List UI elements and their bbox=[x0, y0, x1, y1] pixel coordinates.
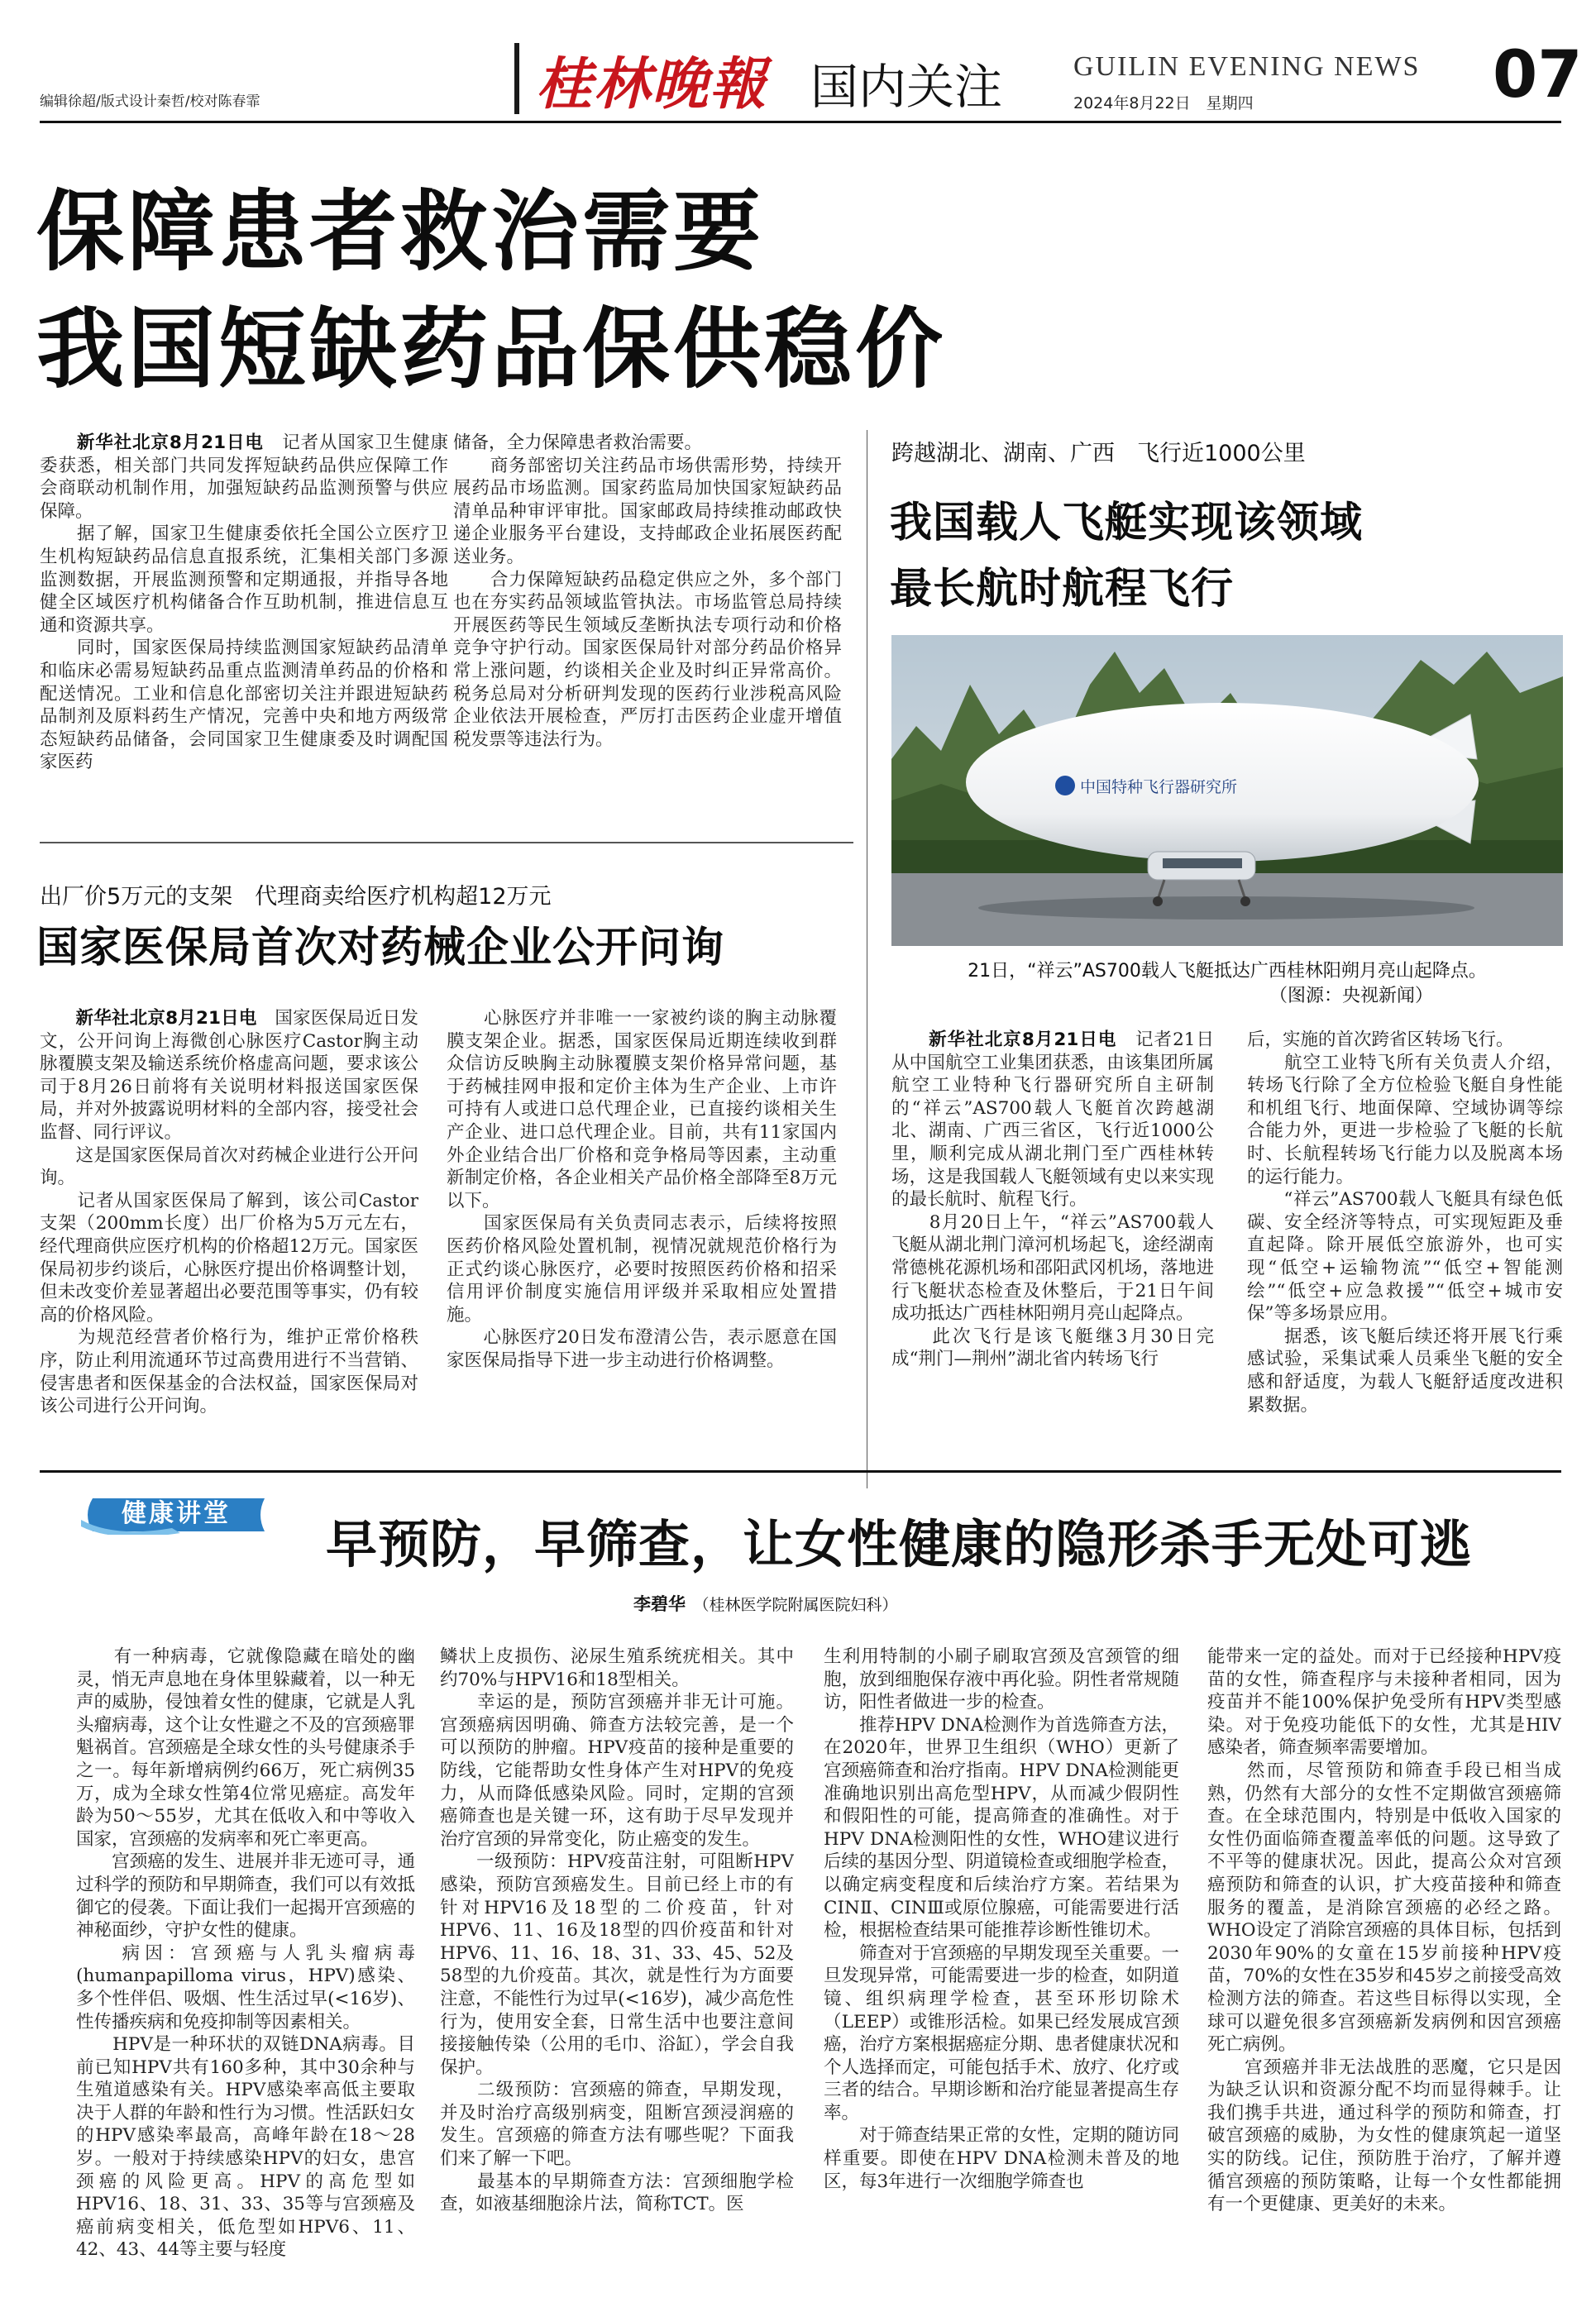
article3-title-line2: 最长航时航程飞行 bbox=[890, 565, 1235, 614]
article1-title-line2: 我国短缺药品保供稳价 bbox=[36, 299, 946, 400]
airship-photo-illustration bbox=[891, 635, 1563, 946]
article2-column-2: 心脉医疗并非唯一一家被约谈的胸主动脉覆膜支架企业。据悉，国家医保局近期连续收到群众信访反映胸主动脉覆膜支架价格异常问题，基于药械挂网申报和定价主体为生产企业、上市许可持有人或进口总代理企业，已直接约谈相关生产企业、进口总代理企业。目前，共有11家国内外企业结合出厂价格和竞争格局等因素，主动重新制定价格，各企业相关产品价格全部降至8万元以下。 国家医保局有关负责同志表示，后续将按照医药价格风险处置机制，视情况就规范价格行为正式约谈心脉医疗，必要时按照医药价格和招采信用评价制度实施信用评级并采取相应处置措施。 心脉医疗20日发布澄清公告，表示愿意在国家医保局指导下进一步主动进行价格调整。 bbox=[447, 1008, 837, 1371]
health-column-3: 生利用特制的小刷子刷取宫颈及宫颈管的细胞，放到细胞保存液中再化验。阴性者常规随访，阳性者做进一步的检查。 推荐HPV DNA检测作为首选筛查方法，在2020年，世界卫生组织（WHO）更新了宫颈癌筛查和治疗指南。HPV DNA检测能更准确地识别出高危型HPV，从而减少假阴性和假阳性的可能，提高筛查的准确性。对于HPV DNA检测阳性的女性，WHO建议进行后续的基因分型、阴道镜检查或细胞学检查，以确定病变程度和后续治疗方案。若结果为CINⅡ、CINⅢ或原位腺癌，可能需要进行活检，根据检查结果可能推荐诊断性锥切术。 筛查对于宫颈癌的早期发现至关重要。一旦发现异常，可能需要进一步的检查，如阴道镜、组织病理学检查，甚至环形切除术（LEEP）或锥形活检。如果已经发展成宫颈癌，治疗方案根据癌症分期、患者健康状况和个人选择而定，可能包括手术、放疗、化疗或三者的结合。早期诊断和治疗能显著提高生存率。 对于筛查结果正常的女性，定期的随访同样重要。即使在HPV DNA检测未普及的地区，每3年进行一次细胞学筛查也 bbox=[824, 1646, 1179, 2192]
article2-column-1 bbox=[40, 1007, 418, 1445]
health-column-2: 鳞状上皮损伤、泌尿生殖系统疣相关。其中约70%与HPV16和18型相关。 幸运的是，预防宫颈癌并非无计可施。宫颈癌病因明确、筛查方法较完善，是一个可以预防的肿瘤。HPV疫苗的接种是重要的防线，它能帮助女性身体产生对HPV的免疫力，从而降低感染风险。同时，定期的宫颈癌筛查也是关键一环，这有助于尽早发现并治疗宫颈的异常变化，防止癌变的发生。 一级预防：HPV疫苗注射，可阻断HPV感染，预防宫颈癌发生。目前已经上市的有针对HPV16及18型的二价疫苗，针对HPV6、11、16及18型的四价疫苗和针对HPV6、11、16、18、31、33、45、52及58型的九价疫苗。其次，就是性行为方面要注意，不能性行为过早(<16岁)，减少高危性行为，使用安全套，日常生活中也要注意间接接触传染（公用的毛巾、浴缸），学会自我保护。 二级预防：宫颈癌的筛查，早期发现，并及时治疗高级别病变，阻断宫颈浸润癌的发生。宫颈癌的筛查方法有哪些呢？下面我们来了解一下吧。 最基本的早期筛查方法：宫颈细胞学检查，如液基细胞涂片法，简称TCT。医 bbox=[440, 1646, 794, 2215]
header-rule bbox=[40, 121, 1561, 123]
article3-subhead: 跨越湖北、湖南、广西 飞行近1000公里 bbox=[891, 441, 1306, 466]
article1-dateline: 新华社北京8月21日电 bbox=[76, 432, 264, 453]
section-name: 国内关注 bbox=[810, 59, 1003, 115]
airship-shadow bbox=[978, 896, 1474, 920]
health-byline bbox=[633, 1591, 898, 1616]
health-column-1: 有一种病毒，它就像隐藏在暗处的幽灵，悄无声息地在身体里躲藏着，以一种无声的威胁，侵蚀着女性的健康，它就是人乳头瘤病毒，这个让女性避之不及的宫颈癌罪魁祸首。宫颈癌是全球女性的头号健康杀手之一。每年新增病例约66万，死亡病例35万，成为全球女性第4位常见癌症。高发年龄为50～55岁，尤其在低收入和中等收入国家，宫颈癌的发病率和死亡率更高。 宫颈癌的发生、进展并非无迹可寻，通过科学的预防和早期筛查，我们可以有效抵御它的侵袭。下面让我们一起揭开宫颈癌的神秘面纱，守护女性的健康。 病因：宫颈癌与人乳头瘤病毒(humanpapilloma virus，HPV)感染、多个性伴侣、吸烟、性生活过早(<16岁)、性传播疾病和免疫抑制等因素相关。 HPV是一种环状的双链DNA病毒。目前已知HPV共有160多种，其中30余种与生殖道感染有关。HPV感染率高低主要取决于人群的年龄和性行为习惯。性活跃妇女的HPV感染率最高，高峰年龄在18～28岁。一般对于持续感染HPV的妇女，患宫颈癌的风险更高。HPV的高危型如HPV16、18、31、33、35等与宫颈癌及癌前病变相关，低危型如HPV6、11、42、43、44等主要与轻度 bbox=[76, 1646, 415, 2261]
article1-col1-text: 记者从国家卫生健康委获悉，相关部门共同发挥短缺药品供应保障工作会商联动机制作用，加强短缺药品监测预警与供应保障。 据了解，国家卫生健康委依托全国公立医疗卫生机构短缺药品信息直报系统，汇集相关部门多源监测数据，开展监测预警和定期通报，并指导各地健全区域医疗机构储备合作互助机制，推进信息互通和资源共享。 同时，国家医保局持续监测国家短缺药品清单和临床必需易短缺药品重点监测清单药品的价格和配送情况。工业和信息化部密切关注并跟进短缺药品制剂及原料药生产情况，完善中央和地方两级常态短缺药品储备，会同国家卫生健康委及时调配国家医药 bbox=[40, 432, 448, 773]
photo-caption bbox=[891, 959, 1563, 1009]
airship-photo bbox=[891, 635, 1563, 946]
article3-title-line1: 我国载人飞艇实现该领域 bbox=[890, 499, 1364, 547]
photo-credit: （图源：央视新闻） bbox=[1269, 986, 1433, 1006]
airship-hull-lettering: 中国特种飞行器研究所 bbox=[1080, 778, 1238, 796]
health-column-4: 能带来一定的益处。而对于已经接种HPV疫苗的女性，筛查程序与未接种者相同，因为疫苗并不能100%保护免受所有HPV类型感染。对于免疫功能低下的女性，尤其是HIV感染者，筛查频率需要增加。 然而，尽管预防和筛查手段已相当成熟，仍然有大部分的女性不定期做宫颈癌筛查。在全球范围内，特别是中低收入国家的女性仍面临筛查覆盖率低的问题。这导致了不平等的健康状况。因此，提高公众对宫颈癌预防和筛查的认识，扩大疫苗接种和筛查服务的覆盖，是消除宫颈癌的必经之路。WHO设定了消除宫颈癌的具体目标，包括到2030年90%的女童在15岁前接种HPV疫苗，70%的女性在35岁和45岁之前接受高效检测方法的筛查。若这些目标得以实现，全球可以避免很多宫颈癌新发病例和因宫颈癌死亡病例。 宫颈癌并非无法战胜的恶魔，它只是因为缺乏认识和资源分配不均而显得棘手。让我们携手共进，通过科学的预防和筛查，打破宫颈癌的威胁，为女性的健康筑起一道坚实的防线。记住，预防胜于治疗，了解并遵循宫颈癌的预防策略，让每一个女性都能拥有一个更健康、更美好的未来。 bbox=[1207, 1646, 1561, 2215]
divider-article1-article2 bbox=[40, 842, 853, 843]
article2-col1-text: 国家医保局近日发文，公开问询上海微创心脉医疗Castor胸主动脉覆膜支架及输送系统价格虚高问题，要求该公司于8月26日前将有关说明材料报送国家医保局，并对外披露说明材料的全部内容，接受社会监督、同行评议。 这是国家医保局首次对药械企业进行公开问询。 记者从国家医保局了解到，该公司Castor支架（200mm长度）出厂价格为5万元左右，经代理商供应医疗机构的价格超12万元。国家医保局初步约谈后，心脉医疗提出价格调整计划，但未改变价差显著超出必要范围等事实，仍有较高的价格风险。 为规范经营者价格行为，维护正常价格秩序，防止利用流通环节过高费用进行不当营销、侵害患者和医保基金的合法权益，国家医保局对该公司进行公开问询。 bbox=[40, 1008, 418, 1417]
page-number: 07 bbox=[1493, 38, 1583, 112]
airship-emblem bbox=[1055, 776, 1075, 795]
health-badge-text: 健康讲堂 bbox=[122, 1499, 231, 1528]
article3-col1-text: 记者21日从中国航空工业集团获悉，由该集团所属航空工业特种飞行器研究所自主研制的“祥云”AS700载人飞艇首次跨越湖北、湖南、广西三省区，飞行近1000公里，顺利完成从湖北荆门至广西桂林转场，这是我国载人飞艇领域有史以来实现的最长航时、航程飞行。 8月20日上午，“祥云”AS700载人飞艇从湖北荆门漳河机场起飞，途经湖南常德桃花源机场和邵阳武冈机场，落地进行飞艇状态检查及休整后，于21日午间成功抵达广西桂林阳朔月亮山起降点。 此次飞行是该飞艇继3月30日完成“荆门—荆州”湖北省内转场飞行 bbox=[891, 1029, 1214, 1370]
newspaper-logo: 桂林晚報 bbox=[536, 51, 768, 117]
article1-title-line1: 保障患者救治需要 bbox=[36, 181, 764, 283]
article3-column-2: 后，实施的首次跨省区转场飞行。 航空工业特飞所有关负责人介绍，转场飞行除了全方位检验飞艇自身性能和机组飞行、地面保障、空域协调等综合能力外，更进一步检验了飞艇的长航时、长航程转场飞行能力以及脱离本场的运行能力。 “祥云”AS700载人飞艇具有绿色低碳、安全经济等特点，可实现短距及垂直起降。除开展低空旅游外，也可实现“低空+运输物流”“低空+智能测绘”“低空+应急救援”“低空+城市安保”等多场景应用。 据悉，该飞艇后续还将开展飞行乘感试验，采集试乘人员乘坐飞艇的安全感和舒适度，为载人飞艇舒适度改进积累数据。 bbox=[1247, 1029, 1563, 1416]
article2-subhead: 出厂价5万元的支架 代理商卖给医疗机构超12万元 bbox=[40, 884, 552, 910]
article1-column-1 bbox=[40, 432, 448, 812]
divider-health-top bbox=[40, 1470, 1561, 1473]
article2-title: 国家医保局首次对药械企业公开问询 bbox=[36, 924, 725, 972]
article3-dateline: 新华社北京8月21日电 bbox=[929, 1029, 1117, 1050]
health-affiliation: （桂林医学院附属医院妇科） bbox=[701, 1596, 898, 1614]
photo-caption-text: 21日，“祥云”AS700载人飞艇抵达广西桂林阳朔月亮山起降点。 bbox=[968, 961, 1487, 982]
article3-column-1 bbox=[891, 1029, 1214, 1459]
health-author: 李碧华 bbox=[633, 1594, 686, 1614]
health-title: 早预防，早筛查，让女性健康的隐形杀手无处可逃 bbox=[326, 1514, 1473, 1574]
header-divider bbox=[514, 43, 519, 114]
article1-column-2: 储备，全力保障患者救治需要。 商务部密切关注药品市场供需形势，持续开展药品市场监测。国家药监局加快国家短缺药品清单品种审评审批。国家邮政局持续推动邮政快递企业服务平台建设，支持邮政企业拓展医药配送业务。 合力保障短缺药品稳定供应之外，多个部门也在夯实药品领域监管执法。市场监管总局持续开展医药等民生领域反垄断执法专项行动和价格竞争守护行动。国家医保局针对部分药品价格异常上涨问题，约谈相关企业及时纠正异常高价。税务总局对分析研判发现的医药行业涉税高风险企业依法开展检查，严厉打击医药企业虚开增值税发票等违法行为。 bbox=[453, 432, 842, 750]
newspaper-english-name: GUILIN EVENING NEWS bbox=[1073, 51, 1421, 82]
editor-credits: 编辑徐超/版式设计秦哲/校对陈春霏 bbox=[40, 93, 260, 110]
issue-date: 2024年8月22日 星期四 bbox=[1073, 94, 1254, 112]
health-badge bbox=[81, 1495, 271, 1535]
article2-dateline: 新华社北京8月21日电 bbox=[75, 1008, 257, 1029]
